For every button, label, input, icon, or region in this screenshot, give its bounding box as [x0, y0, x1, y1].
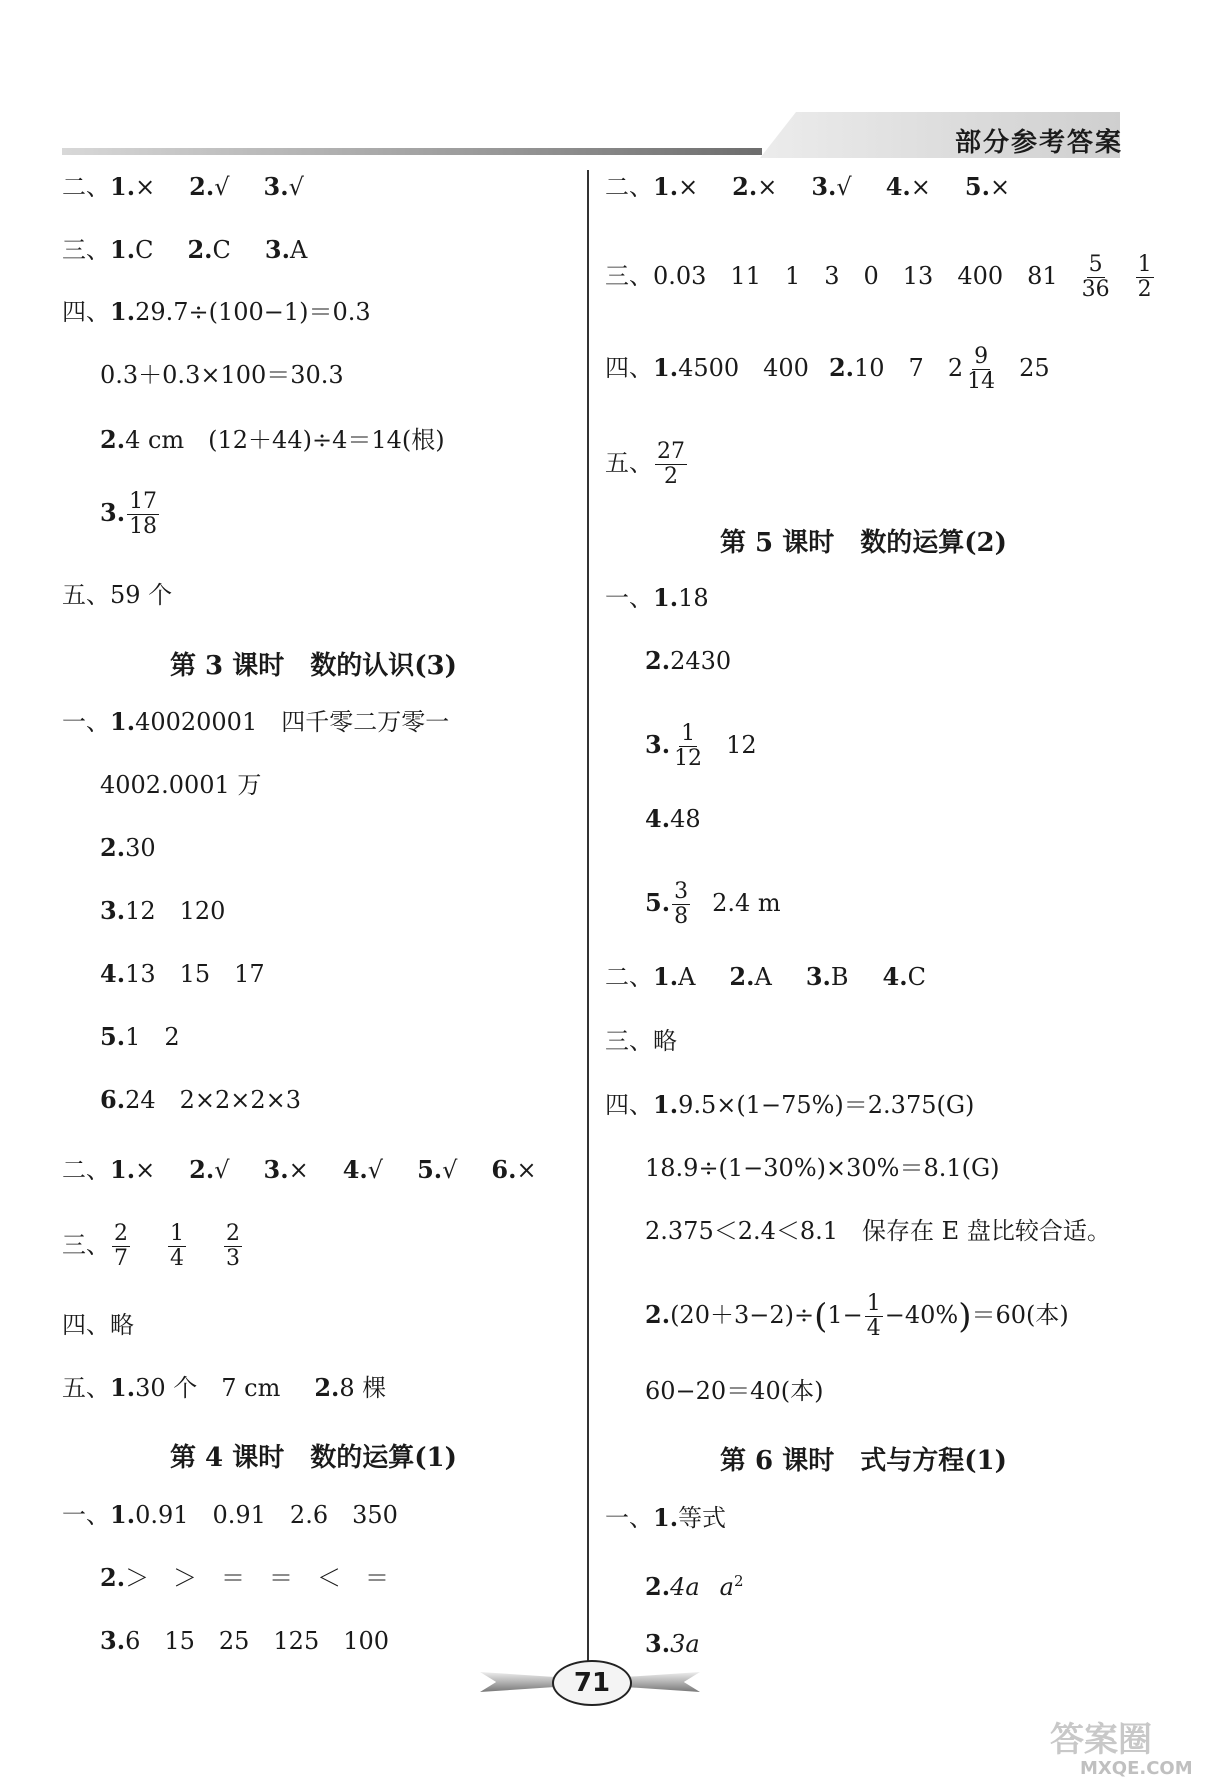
answer-line: 5.1 2 — [100, 1022, 180, 1051]
answer-line: 3.3a — [645, 1629, 700, 1658]
answer-line: 2.4 cm (12＋44)÷4＝14(根) — [100, 425, 445, 454]
answer-line: 3. $\frac{17}{18}$ — [100, 489, 158, 539]
answer-line: 五、 $\frac{27}{2}$ — [605, 439, 685, 489]
answer-line: 一、1.0.91 0.91 2.6 350 — [62, 1500, 398, 1529]
watermark-url: MXQE.COM — [1080, 1758, 1193, 1779]
answer-line: 一、1.18 — [605, 583, 709, 612]
header-title: 部分参考答案 — [955, 128, 1124, 158]
answer-line: 三、0.03 11 1 3 0 13 400 81 $\frac{5}{36}$ $\frac{1}{2}$ — [605, 252, 1152, 302]
answer-line: 4.48 — [645, 804, 701, 833]
answer-line: 四、1.4500 400 2.10 7 2 $\frac{9}{14}$ 25 — [605, 344, 1050, 394]
answer-line: 4.13 15 17 — [100, 959, 265, 988]
answer-line: 五、1.30 个 7 cm 2.8 棵 — [62, 1373, 387, 1402]
fraction: $\frac{17}{18}$ — [129, 489, 158, 539]
watermark-logo: 答案圈 — [1050, 1720, 1152, 1760]
lesson-title: 第 4 课时 数的运算(1) — [170, 1443, 457, 1473]
answer-line: 四、1.29.7÷(100−1)＝0.3 — [62, 297, 371, 326]
lesson-title: 第 3 课时 数的认识(3) — [170, 651, 457, 681]
fraction: $\frac{1}{4}$ — [170, 1221, 184, 1271]
fraction: $\frac{9}{14}$ — [967, 344, 996, 394]
fraction: $\frac{2}{3}$ — [226, 1221, 240, 1271]
answer-line: 二、1.× 2.√ 3.√ — [62, 172, 304, 201]
answer-line: 2.375＜2.4＜8.1 保存在 E 盘比较合适。 — [645, 1217, 1111, 1245]
lesson-title: 第 6 课时 式与方程(1) — [720, 1446, 1007, 1476]
header-rule — [62, 148, 762, 155]
fraction: $\frac{1}{12}$ — [674, 721, 703, 771]
page-number-ornament — [480, 1660, 700, 1704]
answer-line: 2.(20＋3−2)÷(1− $\frac{1}{4}$ −40%)＝60(本) — [645, 1291, 1069, 1341]
answer-line: 5. $\frac{3}{8}$ 2.4 m — [645, 879, 781, 929]
answer-line: 3.6 15 25 125 100 — [100, 1626, 390, 1655]
answer-line: 二、1.× 2.√ 3.× 4.√ 5.√ 6.× — [62, 1155, 537, 1184]
answer-line: 2.2430 — [645, 646, 732, 675]
answer-line: 五、59 个 — [62, 581, 173, 609]
answer-line: 三、略 — [605, 1027, 677, 1055]
fraction: $\frac{3}{8}$ — [674, 879, 689, 929]
answer-line: 18.9÷(1−30%)×30%＝8.1(G) — [645, 1154, 1000, 1182]
answer-line: 三、1.C 2.C 3.A — [62, 235, 308, 264]
answer-line: 一、1.40020001 四千零二万零一 — [62, 707, 450, 736]
fraction: $\frac{27}{2}$ — [657, 439, 685, 489]
answer-line: 2.30 — [100, 833, 156, 862]
answer-line: 6.24 2×2×2×3 — [100, 1085, 302, 1114]
answer-line: 一、1.等式 — [605, 1503, 727, 1532]
answer-line: 60−20＝40(本) — [645, 1377, 824, 1405]
answer-line: 2.4a $a^2$ — [645, 1572, 744, 1601]
answer-line: 二、1.A 2.A 3.B 4.C — [605, 962, 926, 991]
answer-line: 四、略 — [62, 1311, 134, 1339]
answer-line: 三、 $\frac{2}{7}$ $\frac{1}{4}$ $\frac{2}{3}$ — [62, 1221, 240, 1271]
answer-line: 3.12 120 — [100, 896, 226, 925]
answer-line: 二、1.× 2.× 3.√ 4.× 5.× — [605, 172, 1011, 201]
answer-line: 2.＞ ＞ ＝ ＝ ＜ ＝ — [100, 1563, 390, 1592]
fraction: $\frac{1}{4}$ — [866, 1291, 881, 1341]
fraction: $\frac{2}{7}$ — [114, 1221, 128, 1271]
answer-line: 4002.0001 万 — [100, 771, 262, 799]
lesson-title: 第 5 课时 数的运算(2) — [720, 528, 1007, 558]
answer-line: 3. $\frac{1}{12}$ 12 — [645, 721, 757, 771]
fraction: $\frac{1}{2}$ — [1137, 252, 1152, 302]
answer-line: 0.3＋0.3×100＝30.3 — [100, 361, 344, 389]
page-number: 71 — [552, 1660, 632, 1706]
fraction: $\frac{5}{36}$ — [1081, 252, 1110, 302]
column-divider — [587, 170, 589, 1668]
answer-line: 四、1.9.5×(1−75%)＝2.375(G) — [605, 1090, 975, 1119]
